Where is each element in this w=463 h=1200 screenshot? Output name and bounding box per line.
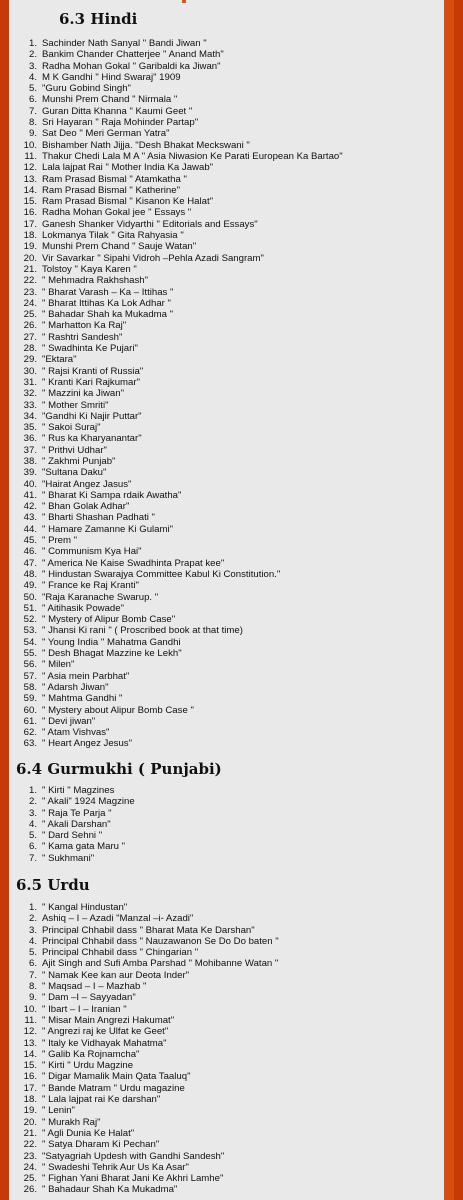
list-item-number: 54.	[23, 636, 37, 648]
list-item	[9, 1162, 279, 1173]
list-item-text: " Atam Vishvas"	[42, 727, 110, 739]
list-item-number: 12.	[23, 162, 37, 174]
list-item-number: 34.	[23, 410, 37, 422]
list-item-number: 62.	[23, 727, 37, 739]
list-item-number: 35.	[23, 422, 37, 434]
list-item-text: " Akali Darshan"	[42, 818, 111, 830]
list-item	[9, 128, 343, 139]
list-item-number: 56.	[23, 659, 37, 671]
list-item-text: " Agli Dunia Ke Halat"	[42, 1127, 135, 1139]
list-item-text: " Bahadar Shah ka Mukadma "	[42, 309, 174, 321]
list-item	[9, 1060, 279, 1071]
list-item-number: 4.	[28, 935, 37, 947]
list-item	[9, 83, 343, 94]
list-urdu	[9, 902, 279, 1196]
list-item-number: 15.	[23, 1060, 37, 1072]
list-item	[9, 320, 343, 331]
list-item	[9, 354, 343, 365]
list-item	[9, 1173, 279, 1184]
list-item	[9, 501, 343, 512]
list-item-text: Bankim Chander Chatterjee " Anand Math"	[42, 49, 224, 61]
list-item-number: 33.	[23, 399, 37, 411]
list-item-number: 57.	[23, 670, 37, 682]
list-item-text: " Bharat Ittihas Ka Lok Adhar "	[42, 297, 171, 309]
list-item-text: Lokmanya Tilak " Gita Rahyasia "	[42, 230, 184, 242]
list-item-text: "Gandhi Ki Najir Puttar"	[42, 410, 142, 422]
list-item-number: 14.	[23, 184, 37, 196]
list-item-text: " Mother Smriti"	[42, 399, 109, 411]
list-item	[9, 151, 343, 162]
list-item-number: 14.	[23, 1048, 37, 1060]
list-item-number: 20.	[23, 1116, 37, 1128]
list-item-text: " Devi jiwan"	[42, 715, 96, 727]
list-item	[9, 207, 343, 218]
list-item-text: " Zakhmi Punjab"	[42, 455, 116, 467]
list-item-text: " Mystery of Alipur Bomb Case"	[42, 614, 176, 626]
list-item-number: 25.	[23, 309, 37, 321]
list-item-number: 9.	[28, 128, 37, 140]
list-item-text: " America Ne Kaise Swadhinta Prapat kee"	[42, 557, 225, 569]
list-item-text: " Rajsi Kranti of Russia"	[42, 365, 144, 377]
list-item	[9, 1117, 279, 1128]
list-item-text: " Galib Ka Rojnamcha"	[42, 1048, 140, 1060]
list-item-number: 2.	[28, 913, 37, 925]
list-item	[9, 738, 343, 749]
list-item-number: 1.	[28, 38, 37, 49]
list-item-number: 4.	[28, 71, 37, 83]
list-item	[9, 913, 279, 924]
right-scroll-edge	[444, 0, 454, 1200]
list-item-number: 18.	[23, 1094, 37, 1106]
list-item	[9, 298, 343, 309]
list-item-number: 13.	[23, 173, 37, 185]
list-item-number: 26.	[23, 320, 37, 332]
list-item	[9, 1026, 279, 1037]
list-item	[9, 264, 343, 275]
list-item-number: 7.	[28, 852, 37, 864]
list-item-text: Sri Hayaran " Raja Mohinder Partap"	[42, 117, 199, 129]
list-item	[9, 241, 343, 252]
list-item-text: Radha Mohan Gokal jee " Essays "	[42, 207, 192, 219]
list-item-text: "Sultana Daku"	[42, 467, 107, 479]
list-item-text: " Bhan Golak Adhar"	[42, 501, 130, 513]
list-item	[9, 253, 343, 264]
list-item-number: 41.	[23, 489, 37, 501]
list-item-number: 59.	[23, 693, 37, 705]
list-item-text: "Ektara"	[42, 354, 77, 366]
list-item	[9, 467, 343, 478]
list-item-number: 10.	[23, 139, 37, 151]
list-item-text: " Sakoi Suraj"	[42, 422, 101, 434]
list-item-text: " Bharat Varash – Ka – Ittihas "	[42, 286, 174, 298]
list-item-text: " Bande Matram " Urdu magazine	[42, 1082, 185, 1094]
list-item-number: 31.	[23, 376, 37, 388]
list-item-text: " Dard Sehni "	[42, 830, 103, 842]
list-item-text: M K Gandhi " Hind Swaraj" 1909	[42, 71, 181, 83]
list-item-number: 22.	[23, 1139, 37, 1151]
list-item	[9, 569, 343, 580]
list-item	[9, 1015, 279, 1026]
list-item-text: " Kangal Hindustan"	[42, 902, 128, 913]
list-item	[9, 230, 343, 241]
list-item-number: 27.	[23, 331, 37, 343]
list-item-number: 44.	[23, 523, 37, 535]
list-item-number: 30.	[23, 365, 37, 377]
list-item-text: Principal Chhabil dass " Chingarian "	[42, 947, 199, 959]
list-item	[9, 958, 279, 969]
list-item	[9, 72, 343, 83]
list-item-number: 3.	[28, 924, 37, 936]
list-item	[9, 1071, 279, 1082]
list-item-text: " Kama gata Maru "	[42, 841, 126, 853]
list-item-number: 1.	[28, 785, 37, 796]
list-item	[9, 366, 343, 377]
list-item-number: 38.	[23, 455, 37, 467]
list-item-number: 7.	[28, 105, 37, 117]
list-item-text: Ganesh Shanker Vidyarthi " Editorials and Essays"	[42, 218, 258, 230]
list-item	[9, 422, 343, 433]
list-item-text: " Bahadaur Shah Ka Mukadma"	[42, 1184, 178, 1196]
list-item-text: "Guru Gobind Singh"	[42, 83, 131, 95]
list-item-text: " Misar Main Angrezi Hakumat"	[42, 1014, 175, 1026]
list-item-number: 43.	[23, 512, 37, 524]
list-item	[9, 796, 135, 807]
list-item	[9, 558, 343, 569]
list-item-text: " Angrezi raj ke Ulfat ke Geet"	[42, 1026, 169, 1038]
list-item	[9, 411, 343, 422]
list-item-number: 25.	[23, 1173, 37, 1185]
list-item	[9, 637, 343, 648]
list-item-number: 7.	[28, 969, 37, 981]
list-item	[9, 174, 343, 185]
list-item-number: 3.	[28, 807, 37, 819]
list-item-text: " Prithvi Udhar"	[42, 444, 107, 456]
list-item	[9, 853, 135, 864]
list-item-text: " Italy ke Vidhayak Mahatma"	[42, 1037, 167, 1049]
list-item-number: 52.	[23, 614, 37, 626]
list-item	[9, 117, 343, 128]
list-item-number: 23.	[23, 286, 37, 298]
list-item	[9, 716, 343, 727]
list-item-text: " Mehmadra Rakhshash"	[42, 275, 148, 287]
list-item-number: 8.	[28, 117, 37, 129]
list-item	[9, 671, 343, 682]
list-item	[9, 106, 343, 117]
list-item	[9, 1038, 279, 1049]
list-item-number: 21.	[23, 263, 37, 275]
list-item-text: " Lala lajpat rai Ke darshan"	[42, 1094, 161, 1106]
list-item-text: " Mazzini ka Jiwan"	[42, 388, 124, 400]
list-item	[9, 219, 343, 230]
list-item	[9, 287, 343, 298]
list-item-number: 11.	[24, 1014, 37, 1026]
list-item-text: " Mahtma Gandhi "	[42, 693, 123, 705]
list-item-number: 32.	[23, 388, 37, 400]
list-item	[9, 603, 343, 614]
section-heading-hindi: 6.3 Hindi	[59, 10, 138, 28]
list-item	[9, 332, 343, 343]
list-item-number: 1.	[28, 902, 37, 913]
list-item-number: 4.	[28, 818, 37, 830]
list-item-number: 15.	[23, 196, 37, 208]
list-item	[9, 648, 343, 659]
list-item-number: 12.	[23, 1026, 37, 1038]
list-item-text: Munshi Prem Chand " Nirmala "	[42, 94, 178, 106]
list-item	[9, 185, 343, 196]
list-item	[9, 592, 343, 603]
list-item-text: " Kranti Kari Rajkumar"	[42, 376, 140, 388]
list-item-number: 42.	[23, 501, 37, 513]
section-heading-gurmukhi: 6.4 Gurmukhi ( Punjabi)	[16, 760, 222, 778]
list-item	[9, 830, 135, 841]
list-item-text: " Swadhinta Ke Pujari"	[42, 343, 138, 355]
list-item-number: 16.	[23, 1071, 37, 1083]
list-item-text: " Hindustan Swarajya Committee Kabul Ki Constitution."	[42, 568, 281, 580]
list-item-text: Tolstoy " Kaya Karen "	[42, 263, 137, 275]
list-item	[9, 377, 343, 388]
list-item	[9, 785, 135, 796]
list-item-text: " Digar Mamalik Main Qata Taaluq"	[42, 1071, 191, 1083]
list-item-number: 13.	[23, 1037, 37, 1049]
list-item-text: Sat Deo " Meri German Yatra"	[42, 128, 170, 140]
list-item-number: 61.	[23, 715, 37, 727]
list-item-text: " Raja Te Parja "	[42, 807, 112, 819]
list-item	[9, 625, 343, 636]
list-item	[9, 925, 279, 936]
list-item-text: " Adarsh Jiwan"	[42, 681, 109, 693]
list-item-number: 3.	[28, 60, 37, 72]
list-item-number: 18.	[23, 230, 37, 242]
list-item-number: 17.	[23, 218, 37, 230]
list-item-text: " Kirti " Urdu Magzine	[42, 1060, 134, 1072]
list-item	[9, 1083, 279, 1094]
list-item-number: 21.	[23, 1127, 37, 1139]
list-item-text: " Rus ka Kharyanantar"	[42, 433, 142, 445]
list-item	[9, 1049, 279, 1060]
list-item-number: 24.	[23, 297, 37, 309]
section-heading-urdu: 6.5 Urdu	[16, 876, 90, 894]
list-item-text: " Young India " Mahatma Gandhi	[42, 636, 181, 648]
list-item-text: Ajit Singh and Sufi Amba Parshad " Mohibanne Watan "	[42, 958, 279, 970]
list-item-number: 46.	[23, 546, 37, 558]
list-item	[9, 490, 343, 501]
list-item-text: Vir Savarkar " Sipahi Vidroh –Pehla Azadi Sangram"	[42, 252, 264, 264]
list-item-text: " Bharat Ki Sampa rdaik Awatha"	[42, 489, 182, 501]
list-item	[9, 819, 135, 830]
list-item	[9, 992, 279, 1003]
list-item	[9, 196, 343, 207]
list-item-number: 45.	[23, 535, 37, 547]
list-item-text: " Hamare Zamanne Ki Gulami"	[42, 523, 174, 535]
list-hindi	[9, 38, 343, 750]
list-item	[9, 1151, 279, 1162]
list-item	[9, 388, 343, 399]
list-item-text: " Akali" 1924 Magzine	[42, 796, 135, 808]
list-item	[9, 479, 343, 490]
list-item	[9, 61, 343, 72]
list-item	[9, 902, 279, 913]
list-item	[9, 1128, 279, 1139]
list-item	[9, 1004, 279, 1015]
list-item-number: 55.	[23, 648, 37, 660]
list-item	[9, 659, 343, 670]
list-item-number: 48.	[23, 568, 37, 580]
list-item	[9, 1184, 279, 1195]
list-item-text: Ram Prasad Bismal " Kisanon Ke Halat"	[42, 196, 214, 208]
list-item	[9, 546, 343, 557]
list-item	[9, 727, 343, 738]
list-item-number: 28.	[23, 343, 37, 355]
list-item-number: 16.	[23, 207, 37, 219]
list-item-text: Thakur Chedi Lala M A " Asia Niwasion Ke Parati European Ka Bartao"	[42, 150, 343, 162]
list-item-number: 39.	[23, 467, 37, 479]
list-item-text: " Namak Kee kan aur Deota Inder"	[42, 969, 190, 981]
list-item-number: 2.	[28, 49, 37, 61]
list-item	[9, 38, 343, 49]
list-item	[9, 433, 343, 444]
list-item-text: " Rashtri Sandesh"	[42, 331, 123, 343]
top-accent-mark	[182, 0, 186, 3]
list-item-text: " Asia mein Parbhat"	[42, 670, 130, 682]
list-item-text: " Murakh Raj"	[42, 1116, 101, 1128]
list-item-text: " Kirti " Magzines	[42, 785, 115, 796]
list-item-text: " Fighan Yani Bharat Jani Ke Akhri Lamhe"	[42, 1173, 224, 1185]
list-item-number: 6.	[28, 958, 37, 970]
list-item	[9, 841, 135, 852]
list-item-text: " Desh Bhagat Mazzine ke Lekh"	[42, 648, 182, 660]
list-item	[9, 970, 279, 981]
list-item-text: Ram Prasad Bismal " Katherine"	[42, 184, 180, 196]
list-item-number: 6.	[28, 94, 37, 106]
list-item-text: " Dam –I – Sayyadan"	[42, 992, 136, 1004]
list-item-number: 51.	[23, 602, 37, 614]
list-item-number: 20.	[23, 252, 37, 264]
list-item-text: Bishamber Nath Jijja. "Desh Bhakat Meckswani "	[42, 139, 250, 151]
list-item-text: " Ibart – I – Iranian "	[42, 1003, 127, 1015]
list-item	[9, 445, 343, 456]
list-item-number: 53.	[23, 625, 37, 637]
list-item-text: " Jhansi Ki rani " ( Proscribed book at that time)	[42, 625, 243, 637]
list-item	[9, 981, 279, 992]
list-item-number: 17.	[23, 1082, 37, 1094]
list-item-number: 22.	[23, 275, 37, 287]
list-item-text: Principal Chhabil dass " Bharat Mata Ke Darshan"	[42, 924, 255, 936]
list-item-text: "Hairat Angez Jasus"	[42, 478, 132, 490]
list-item-number: 5.	[28, 83, 37, 95]
list-item-number: 19.	[23, 1105, 37, 1117]
list-item-text: Munshi Prem Chand " Sauje Watan"	[42, 241, 197, 253]
document-page	[9, 0, 444, 1200]
list-item-text: " Milen"	[42, 659, 75, 671]
list-item	[9, 614, 343, 625]
list-item-text: Guran Ditta Khanna " Kaumi Geet "	[42, 105, 193, 117]
list-item	[9, 162, 343, 173]
list-item-text: " Satya Dharam Ki Pechan"	[42, 1139, 160, 1151]
list-item-text: " Communism Kya Hai"	[42, 546, 142, 558]
list-item	[9, 1105, 279, 1116]
list-item-number: 36.	[23, 433, 37, 445]
list-item	[9, 456, 343, 467]
list-item-number: 49.	[23, 580, 37, 592]
list-item-text: " Mystery about Alipur Bomb Case "	[42, 704, 194, 716]
list-item-number: 40.	[23, 478, 37, 490]
list-item-number: 6.	[28, 841, 37, 853]
list-item-number: 11.	[24, 150, 37, 162]
list-item	[9, 682, 343, 693]
list-item	[9, 1094, 279, 1105]
list-item-text: Radha Mohan Gokal " Garibaldi ka Jiwan"	[42, 60, 221, 72]
list-item	[9, 524, 343, 535]
list-item-number: 2.	[28, 796, 37, 808]
list-item-text: Lala lajpat Rai " Mother India Ka Jawab"	[42, 162, 214, 174]
list-item-text: " Maqsad – I – Mazhab "	[42, 981, 147, 993]
list-item-number: 5.	[28, 947, 37, 959]
list-item-text: " Bharti Shashan Padhati "	[42, 512, 155, 524]
list-item-number: 23.	[23, 1150, 37, 1162]
list-item	[9, 140, 343, 151]
list-item-number: 29.	[23, 354, 37, 366]
list-item	[9, 580, 343, 591]
list-item-text: Sachinder Nath Sanyal " Bandi Jiwan "	[42, 38, 207, 49]
list-item-text: " Lenin"	[42, 1105, 75, 1117]
list-item-number: 19.	[23, 241, 37, 253]
list-item-text: Ashiq – I – Azadi "Manzal –i- Azadi"	[42, 913, 194, 925]
list-item-number: 10.	[23, 1003, 37, 1015]
list-item	[9, 512, 343, 523]
list-item-text: " Sukhmani"	[42, 852, 95, 864]
list-item-text: " France ke Raj Kranti"	[42, 580, 139, 592]
list-item-text: "Raja Karanache Swarup. "	[42, 591, 159, 603]
list-gurmukhi	[9, 785, 135, 864]
list-item-number: 8.	[28, 981, 37, 993]
list-item-number: 63.	[23, 738, 37, 750]
list-item	[9, 535, 343, 546]
list-item	[9, 693, 343, 704]
list-item-text: " Marhatton Ka Raj"	[42, 320, 127, 332]
list-item	[9, 343, 343, 354]
list-item-number: 58.	[23, 681, 37, 693]
list-item	[9, 94, 343, 105]
list-item-text: Principal Chhabil dass " Nauzawanon Se Do Do baten "	[42, 935, 279, 947]
list-item-text: "Satyagriah Updesh with Gandhi Sandesh"	[42, 1150, 225, 1162]
list-item	[9, 309, 343, 320]
list-item-number: 50.	[23, 591, 37, 603]
list-item-number: 37.	[23, 444, 37, 456]
list-item-text: " Prem "	[42, 535, 78, 547]
list-item	[9, 1139, 279, 1150]
list-item	[9, 808, 135, 819]
list-item-number: 47.	[23, 557, 37, 569]
list-item	[9, 49, 343, 60]
list-item-text: " Heart Angez Jesus"	[42, 738, 133, 750]
list-item	[9, 275, 343, 286]
list-item	[9, 936, 279, 947]
list-item	[9, 400, 343, 411]
list-item-text: Ram Prasad Bismal " Atamkatha "	[42, 173, 187, 185]
list-item-number: 9.	[28, 992, 37, 1004]
list-item-text: " Aitihasik Powade"	[42, 602, 125, 614]
list-item-text: " Swadeshi Tehrik Aur Us Ka Asar"	[42, 1161, 189, 1173]
list-item-number: 5.	[28, 830, 37, 842]
list-item-number: 24.	[23, 1161, 37, 1173]
list-item	[9, 705, 343, 716]
list-item-number: 60.	[23, 704, 37, 716]
list-item	[9, 947, 279, 958]
list-item-number: 26.	[23, 1184, 37, 1196]
